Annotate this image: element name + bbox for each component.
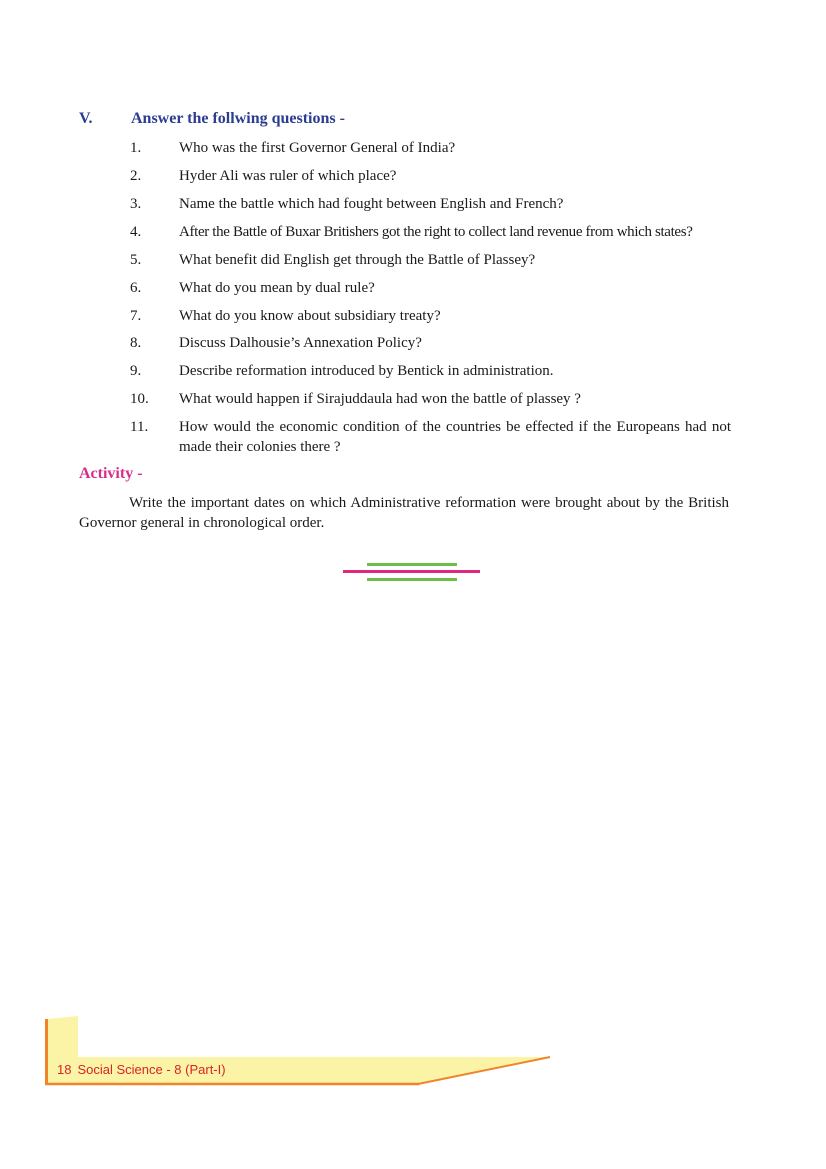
footer-label [57,1062,226,1077]
question-text: Hyder Ali was ruler of which place? [179,168,397,184]
question-text: How would the economic condition of the countries be effected if the Europeans had not made their colonies there ? [179,419,731,455]
question-text: After the Battle of Buxar Britishers got the right to collect land revenue from which states? [179,224,693,240]
footer-tab [48,1016,78,1057]
divider-top-line [367,563,457,566]
question-number: 3. [130,196,142,212]
book-title: Social Science - 8 (Part-I) [77,1062,226,1077]
question-text: Describe reformation introduced by Bentick in administration. [179,363,554,379]
question-number: 8. [130,335,142,351]
question-text: What do you mean by dual rule? [179,280,375,296]
footer-band [0,1010,826,1100]
activity-heading: Activity - [79,465,143,482]
question-number: 4. [130,224,142,240]
question-text: Discuss Dalhousie’s Annexation Policy? [179,335,422,351]
question-text: What would happen if Sirajuddaula had won the battle of plassey ? [179,391,581,407]
question-number: 2. [130,168,142,184]
question-number: 10. [130,391,149,407]
section-title: Answer the follwing questions - [131,110,345,127]
section-number: V. [79,110,93,127]
question-number: 9. [130,363,142,379]
question-number: 1. [130,140,142,156]
question-text: Name the battle which had fought between English and French? [179,196,564,212]
question-number: 5. [130,252,142,268]
question-text: What benefit did English get through the Battle of Plassey? [179,252,536,268]
question-text: Who was the first Governor General of India? [179,140,456,156]
page-number: 18 [57,1062,72,1077]
question-number: 11. [130,419,149,435]
question-text: What do you know about subsidiary treaty? [179,308,441,324]
divider-bottom-line [367,578,457,581]
activity-text: Write the important dates on which Administrative reformation were brought about by the British Governor general in chronological order. [79,495,729,531]
footer-left-edge [45,1019,48,1084]
divider-middle-line [343,570,480,573]
question-number: 6. [130,280,142,296]
question-number: 7. [130,308,142,324]
section-divider [343,560,483,584]
